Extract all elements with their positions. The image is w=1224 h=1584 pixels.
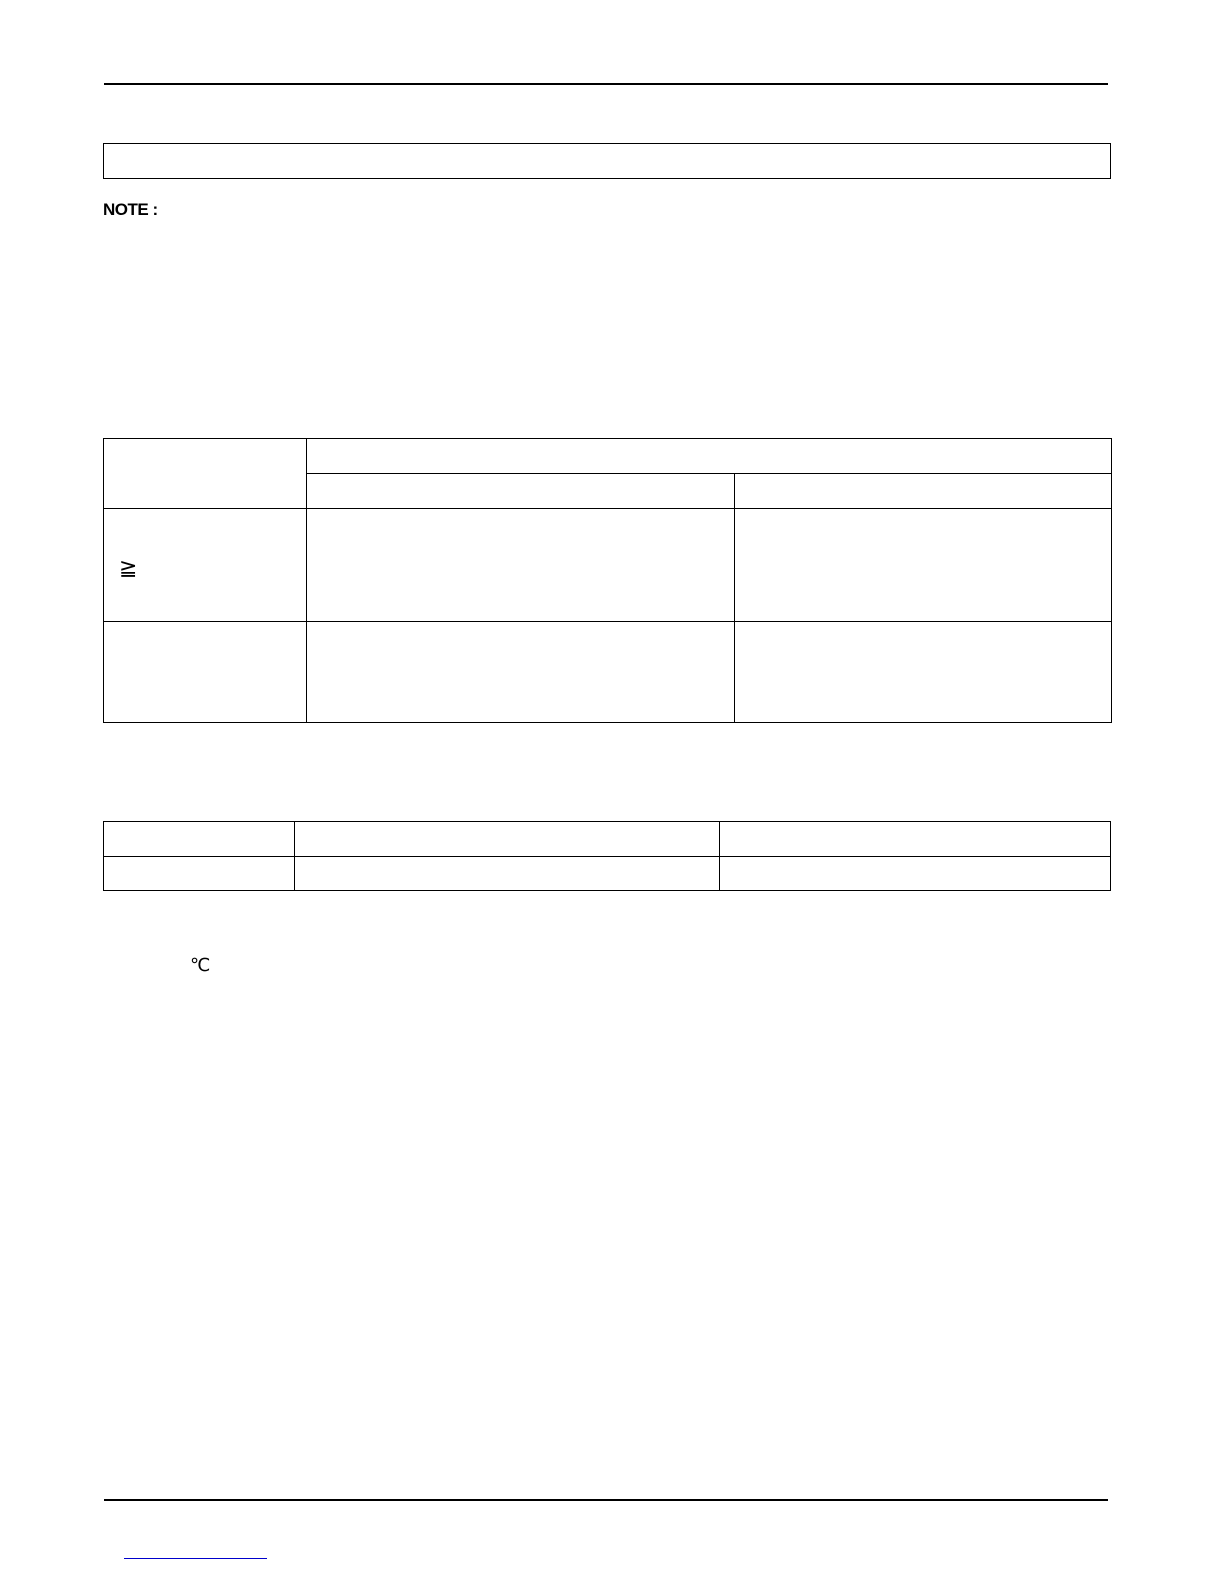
table-cell [307, 622, 735, 723]
degree-celsius-symbol: ℃ [190, 955, 211, 976]
table-cell [307, 439, 1112, 474]
table-cell [104, 622, 307, 723]
table-cell [735, 622, 1112, 723]
table-cell [735, 509, 1112, 622]
spec-table [103, 438, 1112, 723]
table-row [104, 622, 1112, 723]
table-cell [307, 509, 735, 622]
footer-link-underline[interactable] [124, 1558, 267, 1559]
note-label: NOTE : [103, 200, 158, 219]
table-row [104, 857, 1111, 891]
table-row [104, 509, 1112, 622]
table-cell [307, 474, 735, 509]
table-cell [295, 857, 720, 891]
table-cell [104, 857, 295, 891]
table-cell [104, 822, 295, 857]
footer-rule [104, 1499, 1108, 1501]
table-cell [735, 474, 1112, 509]
greater-equal-symbol: ≧ [119, 556, 138, 581]
table-cell [295, 822, 720, 857]
header-rule [104, 83, 1108, 85]
table-cell [104, 439, 307, 509]
table-cell [720, 857, 1111, 891]
table-row [104, 439, 1112, 474]
title-box [103, 143, 1111, 179]
table-row [104, 822, 1111, 857]
table-cell [720, 822, 1111, 857]
summary-table [103, 821, 1111, 891]
